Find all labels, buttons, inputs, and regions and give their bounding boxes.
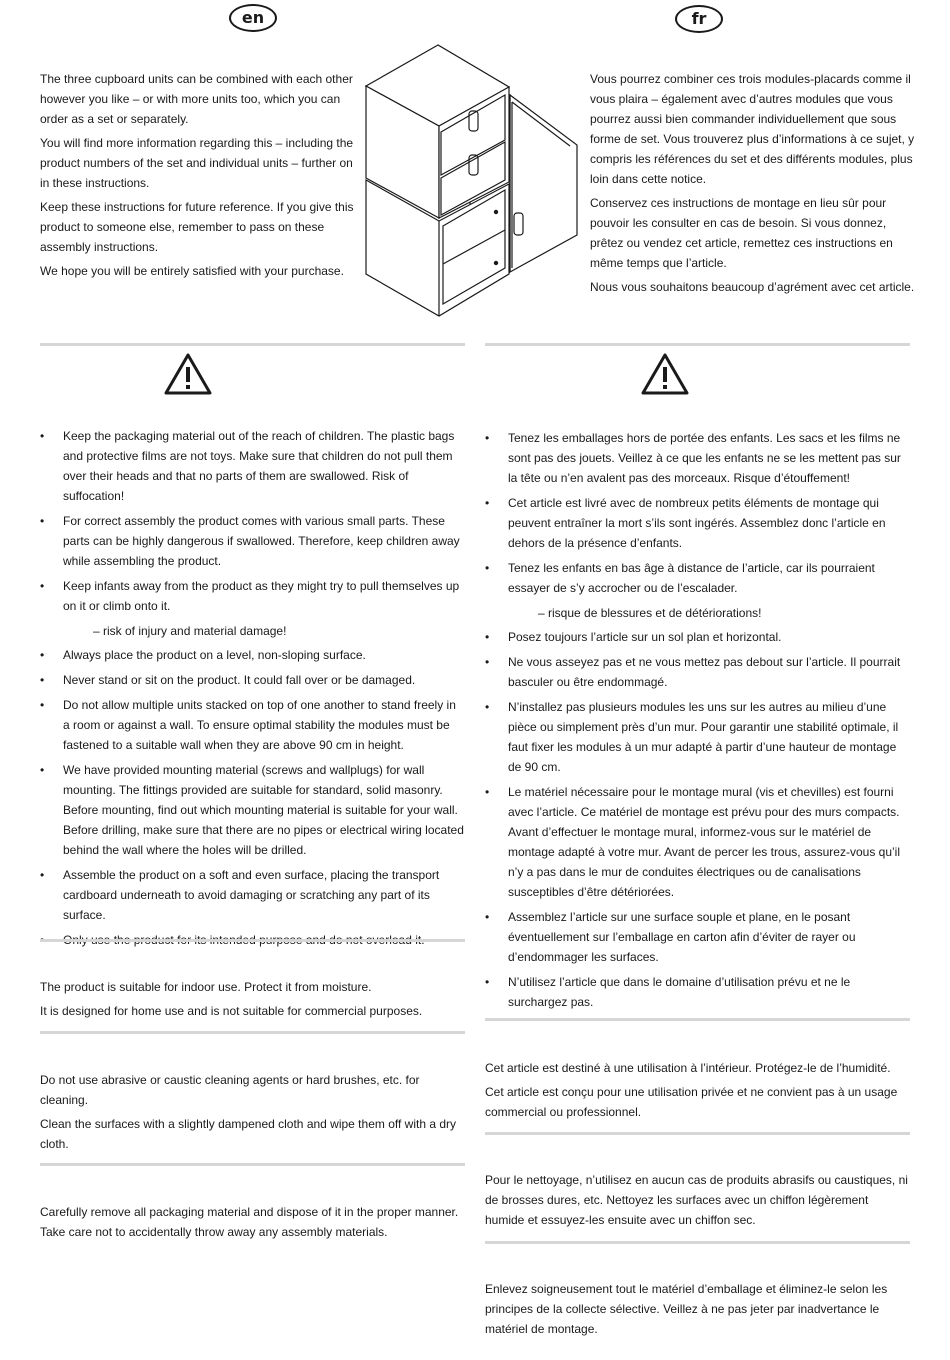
list-item: • Keep infants away from the product as they might try to pull themselves up on it or climb onto it. bbox=[40, 579, 460, 613]
en-cleaning-paragraph: Clean the surfaces with a slightly dampened cloth and wipe them off with a dry cloth. bbox=[40, 1117, 457, 1151]
section-divider bbox=[40, 1163, 465, 1166]
en-disposal-paragraph: Carefully remove all packaging material and dispose of it in the proper manner. Take care not to accidentally throw away any assembly materials. bbox=[40, 1205, 459, 1239]
language-badge-en: en bbox=[229, 4, 277, 32]
en-intro-paragraph: You will find more information regarding this – including the product numbers of the set and individual units – further on in these instructions. bbox=[40, 136, 354, 190]
list-item: • Cet article est livré avec de nombreux petits éléments de montage qui peuvent entraîner la mort s’ils sont ingérés. Assemblez donc l’article en dehors de la présence d’enfants. bbox=[485, 496, 886, 550]
section-divider bbox=[40, 939, 465, 942]
en-intro-paragraph: The three cupboard units can be combined with each other however you like – or with more units too, which you can order as a set or separately. bbox=[40, 72, 353, 126]
fr-disposal-section bbox=[485, 1279, 910, 1343]
fr-cleaning-paragraph: Pour le nettoyage, n’utilisez en aucun cas de produits abrasifs ou caustiques, ni de brosses dures, etc. Nettoyez les surfaces avec un chiffon légèrement humide et essuyez-les ensuite avec un chiffon sec. bbox=[485, 1173, 908, 1227]
en-safety-list bbox=[40, 426, 465, 955]
fr-safety-list bbox=[485, 428, 910, 1017]
list-item: • Posez toujours l’article sur un sol plan et horizontal. bbox=[485, 630, 782, 644]
section-divider bbox=[40, 343, 465, 346]
fr-intro-paragraph: Conservez ces instructions de montage en lieu sûr pour pouvoir les consulter en cas de besoin. Si vous donnez, prêtez ou vendez cet article, remettez ces instructions en même temps que l’article. bbox=[590, 196, 893, 270]
fr-use-section bbox=[485, 1058, 910, 1126]
fr-disposal-paragraph: Enlevez soigneusement tout le matériel d’emballage et éliminez-le selon les principes de la collecte sélective. Veillez à ne pas jeter par inadvertance le matériel de montage. bbox=[485, 1282, 888, 1336]
fr-cleaning-section bbox=[485, 1170, 910, 1234]
fr-intro-paragraph: Nous vous souhaitons beaucoup d’agrément avec cet article. bbox=[590, 280, 915, 294]
list-item: • N’utilisez l’article que dans le domaine d’utilisation prévu et ne le surchargez pas. bbox=[485, 975, 851, 1009]
list-item: • We have provided mounting material (screws and wallplugs) for wall mounting. The fittings provided are suitable for standard, solid masonry. Before mounting, find out which mounting material is suitable for your wall. Before drilling, make sure that there are no pipes or electrical wiring located behind the wall where the holes will be drilled. bbox=[40, 763, 464, 857]
en-cleaning-paragraph: Do not use abrasive or caustic cleaning agents or hard brushes, etc. for cleaning. bbox=[40, 1073, 420, 1107]
en-disposal-section bbox=[40, 1202, 465, 1246]
injury-note: – risque de blessures et de détériorations! bbox=[538, 606, 762, 620]
list-item: • Assemble the product on a soft and even surface, placing the transport cardboard underneath to avoid damaging or scratching any part of its surface. bbox=[40, 868, 440, 922]
fr-intro bbox=[590, 69, 915, 301]
list-item: • Keep the packaging material out of the reach of children. The plastic bags and protective films are not toys. Make sure that children do not pull them over their heads and that no parts of them are swallowed. Risk of suffocation! bbox=[40, 429, 455, 503]
section-divider bbox=[485, 1241, 910, 1244]
section-divider bbox=[40, 1031, 465, 1034]
fr-use-paragraph: Cet article est destiné à une utilisation à l’intérieur. Protégez-le de l’humidité. bbox=[485, 1061, 891, 1075]
list-item: • Le matériel nécessaire pour le montage mural (vis et chevilles) est fourni avec l’article. Ce matériel de montage est prévu pour des murs compacts. Avant d’effectuer le montage mural, informez-vous sur le matériel de montage adapté à votre mur. Avant de percer les trous, assurez-vous qu’il n’y a pas dans le mur de conduites électriques ou de canalisations susceptibles d’être détériorées. bbox=[485, 785, 900, 899]
language-badge-fr: fr bbox=[675, 5, 723, 33]
en-cleaning-section bbox=[40, 1070, 465, 1158]
fr-use-paragraph: Cet article est conçu pour une utilisation privée et ne convient pas à un usage commercial ou professionnel. bbox=[485, 1085, 898, 1119]
cupboard-illustration bbox=[362, 40, 584, 320]
list-item: • For correct assembly the product comes with various small parts. These parts can be highly dangerous if swallowed. Therefore, keep children away while assembling the product. bbox=[40, 514, 460, 568]
en-intro bbox=[40, 69, 365, 285]
en-intro-paragraph: We hope you will be entirely satisfied with your purchase. bbox=[40, 264, 344, 278]
list-item: • Do not allow multiple units stacked on top of one another to stand freely in a room or against a wall. To ensure optimal stability the modules must be fastened to a suitable wall when they are above 90 cm in height. bbox=[40, 698, 456, 752]
warning-triangle-icon bbox=[640, 352, 690, 396]
warning-triangle-icon bbox=[163, 352, 213, 396]
section-divider bbox=[485, 343, 910, 346]
injury-note: – risk of injury and material damage! bbox=[93, 624, 287, 638]
list-item: • Never stand or sit on the product. It could fall over or be damaged. bbox=[40, 673, 416, 687]
list-item: • Tenez les emballages hors de portée des enfants. Les sacs et les films ne sont pas des jouets. Veillez à ce que les enfants ne se les mettent pas sur la tête ou n’en avalent pas des morceaux. Risque d’étouffement! bbox=[485, 431, 901, 485]
list-item: • Always place the product on a level, non-sloping surface. bbox=[40, 648, 366, 662]
en-use-paragraph: It is designed for home use and is not suitable for commercial purposes. bbox=[40, 1004, 423, 1018]
section-divider bbox=[485, 1018, 910, 1021]
list-item: • Ne vous asseyez pas et ne vous mettez pas debout sur l’article. Il pourrait basculer ou être endommagé. bbox=[485, 655, 901, 689]
list-item: • Assemblez l’article sur une surface souple et plane, en le posant éventuellement sur l’emballage en carton afin d’éviter de rayer ou d’endommager les surfaces. bbox=[485, 910, 856, 964]
list-item: • Tenez les enfants en bas âge à distance de l’article, car ils pourraient essayer de s’y accrocher ou de l’escalader. bbox=[485, 561, 875, 595]
fr-intro-paragraph: Vous pourrez combiner ces trois modules-placards comme il vous plaira – également avec d’autres modules que vous pourrez aussi bien commander individuellement que sous forme de set. Vous trouverez plus d’informations à ce sujet, y compris les références du set et des différents modules, plus loin dans cette notice. bbox=[590, 72, 915, 186]
en-use-section bbox=[40, 977, 465, 1025]
en-intro-paragraph: Keep these instructions for future reference. If you give this product to someone else, remember to pass on these assembly instructions. bbox=[40, 200, 354, 254]
section-divider bbox=[485, 1132, 910, 1135]
list-item: • N’installez pas plusieurs modules les uns sur les autres au milieu d’une pièce ou simplement près d’un mur. Pour garantir une stabilité optimale, il faut fixer les modules à un mur adapté à partir d’une hauteur de montage de 90 cm. bbox=[485, 700, 899, 774]
en-use-paragraph: The product is suitable for indoor use. Protect it from moisture. bbox=[40, 980, 372, 994]
